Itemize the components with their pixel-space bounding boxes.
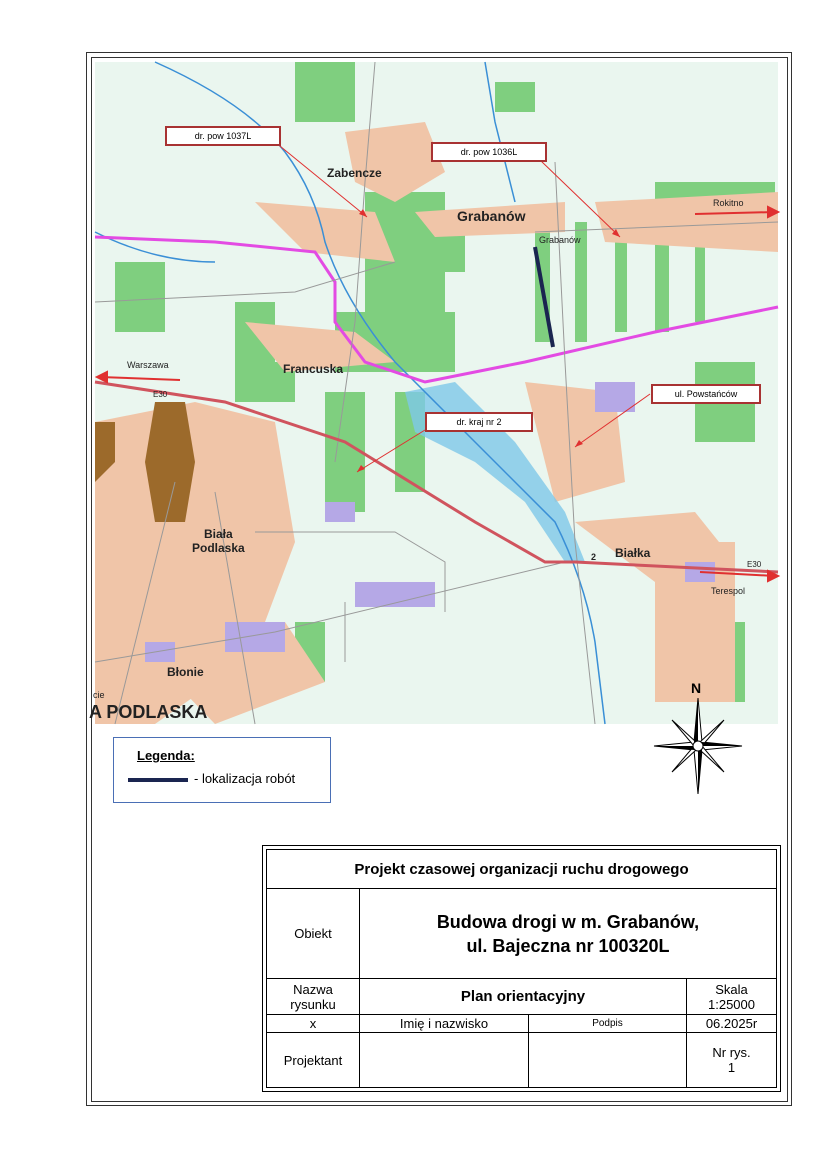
designer-label: Projektant xyxy=(267,1032,359,1087)
label-francuska: Francuska xyxy=(283,362,344,376)
legend-title: Legenda: xyxy=(137,748,195,763)
object-value-line2: ul. Bajeczna nr 100320L xyxy=(466,935,670,956)
label-blonie: Błonie xyxy=(167,665,204,679)
drawing-name-label: Nazwa rysunku xyxy=(267,978,359,1014)
label-rokitno: Rokitno xyxy=(713,198,744,208)
designer-signature-field xyxy=(528,1032,686,1087)
label-terespol: Terespol xyxy=(711,586,746,596)
object-value-line1: Budowa drogi w m. Grabanów, xyxy=(436,911,700,932)
name-column-label: Imię i nazwisko xyxy=(359,1014,528,1032)
orientation-map xyxy=(89,62,778,724)
x-label: x xyxy=(267,1014,359,1032)
scale-value: Skala 1:25000 xyxy=(686,978,776,1014)
label-a-podlaska: A PODLASKA xyxy=(89,702,208,722)
object-label: Obiekt xyxy=(267,888,359,978)
drawing-number: Nr rys. 1 xyxy=(686,1032,776,1087)
designer-name-field xyxy=(359,1032,528,1087)
label-zabencze: Zabencze xyxy=(327,166,382,180)
label-biala-podlaska: Biała Podlaska xyxy=(192,527,245,555)
drawing-name-value: Plan orientacyjny xyxy=(359,978,686,1014)
north-arrow xyxy=(650,680,746,800)
callout-dr-pow-1037l: dr. pow 1037L xyxy=(165,126,281,146)
label-grabanow-small: Grabanów xyxy=(539,235,581,245)
callout-ul-powstancow: ul. Powstańców xyxy=(651,384,761,404)
north-label: N xyxy=(691,680,702,696)
title-block xyxy=(262,845,781,1092)
label-bialka: Białka xyxy=(615,546,651,560)
label-grabanow: Grabanów xyxy=(457,208,526,224)
label-e30-right: E30 xyxy=(747,560,762,569)
title-block-header: Projekt czasowej organizacji ruchu drogowego xyxy=(354,860,689,878)
label-road-2: 2 xyxy=(591,552,597,562)
title-block-inner xyxy=(266,849,777,1088)
legend-box xyxy=(113,737,331,803)
legend-item-text: - lokalizacja robót xyxy=(194,771,296,786)
callout-dr-pow-1036l: dr. pow 1036L xyxy=(431,142,547,162)
date-value: 06.2025r xyxy=(686,1014,776,1032)
object-value xyxy=(359,888,776,978)
signature-column-label: Podpis xyxy=(528,1014,686,1032)
legend-line-symbol xyxy=(128,778,188,782)
label-cie: cie xyxy=(93,690,105,700)
compass-rose-icon xyxy=(650,680,746,800)
label-warszawa: Warszawa xyxy=(127,360,169,370)
label-e30-left: E30 xyxy=(153,390,168,399)
callout-dr-kraj-nr2: dr. kraj nr 2 xyxy=(425,412,533,432)
